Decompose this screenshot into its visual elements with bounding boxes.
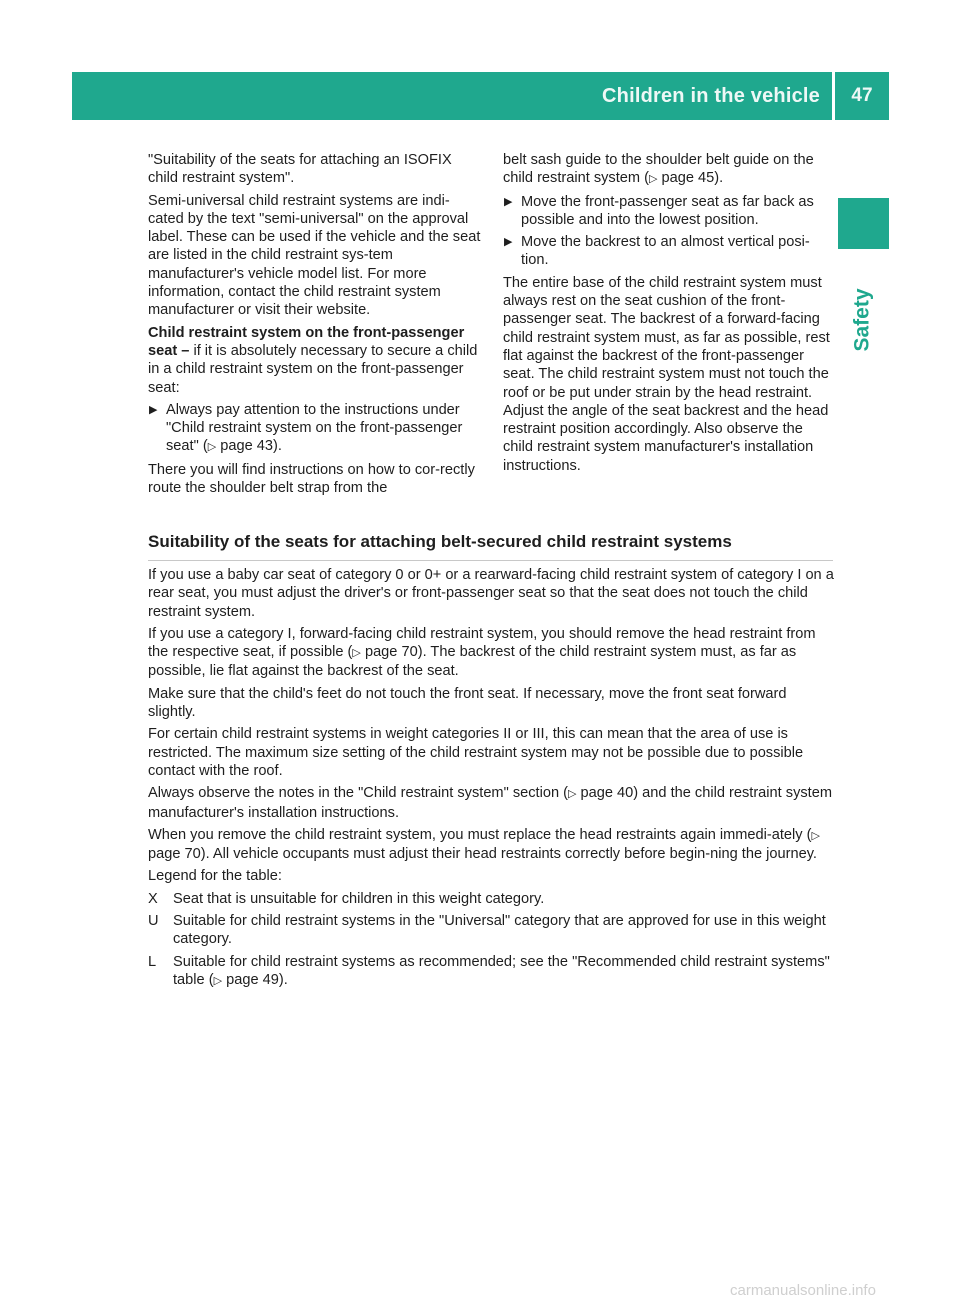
bold-lead: Child restraint system on the front-passenger seat –: [148, 324, 465, 359]
paragraph: For certain child restraint systems in weight categories II or III, this can mean that the area of use is restricted. The maximum size setting of the child restraint system may not be possible due to possible contact with the roof.: [148, 726, 804, 779]
side-tab-label: Safety: [851, 288, 874, 352]
arrow-right-icon: ▶: [504, 195, 513, 208]
legend-title: Legend for the table:: [148, 868, 282, 885]
legend-text: Seat that is unsuitable for children in this weight category.: [173, 890, 545, 907]
section-body: [148, 566, 834, 994]
legend-item: [148, 953, 834, 991]
step-text: Always pay attention to the instructions under "Child restraint system on the front-passenger seat" (: [166, 401, 463, 455]
page-link[interactable]: page 70). The backrest of the child restraint system must, as far as possible, lie flat against the backrest of the seat.: [148, 644, 797, 680]
paragraph-text: When you remove the child restraint system, you must replace the head restraints again immedi-ately (: [148, 826, 812, 843]
page-link[interactable]: page 70). All vehicle occupants must adjust their head restraints correctly before begin-ning the journey.: [148, 846, 817, 863]
paragraph: "Suitability of the seats for attaching an ISOFIX child restraint system".: [148, 152, 452, 187]
left-column: [148, 151, 482, 501]
legend-item: [148, 912, 834, 949]
legend-item: [148, 890, 834, 908]
page-link[interactable]: page 45).: [661, 170, 724, 187]
watermark[interactable]: carmanualsonline.info: [730, 1282, 876, 1299]
instruction-step: [148, 401, 482, 457]
instruction-step: [503, 233, 836, 270]
paragraph: [148, 625, 834, 681]
page-reference-icon: ▷: [207, 441, 217, 454]
step-note: There you will find instructions on how to cor-rectly route the shoulder belt strap from the: [148, 461, 475, 497]
legend-key: U: [148, 913, 159, 930]
instruction-step: [503, 193, 836, 230]
paragraph: [148, 784, 834, 822]
paragraph-text: If you use a category I, forward-facing child restraint system, you should remove the head restraint from the respective seat, if possible (: [148, 625, 816, 661]
page-link[interactable]: page 40) and the child restraint system manufacturer's installation instructions.: [148, 785, 832, 821]
paragraph: [148, 826, 834, 864]
paragraph: Make sure that the child's feet do not touch the front seat. If necessary, move the front seat forward slightly.: [148, 685, 787, 721]
arrow-right-icon: ▶: [149, 403, 158, 416]
step-text: Move the front-passenger seat as far back as possible and into the lowest position.: [521, 193, 814, 228]
paragraph: [148, 324, 482, 397]
step-note-continued: [503, 151, 836, 189]
legend-text: Suitable for child restraint systems in the "Universal" category that are approved for use in this weight category.: [173, 913, 826, 948]
header-bar: [72, 72, 889, 120]
paragraph-text: if it is absolutely necessary to secure a child in a child restraint system on the front-passenger seat:: [148, 342, 478, 396]
page-reference-icon: ▷: [811, 829, 820, 842]
right-column: [503, 151, 836, 479]
page-link[interactable]: page 49).: [226, 971, 288, 988]
page-reference-icon: ▷: [567, 788, 577, 801]
page-reference-icon: ▷: [213, 974, 223, 987]
page-number: 47: [851, 85, 873, 106]
page-reference-icon: ▷: [352, 647, 361, 660]
step-note: The entire base of the child restraint system must always rest on the seat cushion of the front-passenger seat. The backrest of a forward-facing child restraint system must, as far as possible, rest flat against the backrest of the front-passenger seat. The child restraint system must not touch the roof or be put under strain by the head restraint. Adjust the angle of the seat backrest and the head restraint position accordingly. Also observe the child restraint system manufacturer's installation instructions.: [503, 274, 830, 474]
side-tab: [846, 290, 880, 350]
step-text: Move the backrest to an almost vertical posi-tion.: [521, 234, 810, 269]
arrow-right-icon: ▶: [504, 236, 513, 249]
side-tab-marker: [838, 198, 889, 249]
legend-text-part: Suitable for child restraint systems as recommended; see the "Recommended child restraint systems" table (: [173, 953, 830, 988]
chapter-title: Children in the vehicle: [602, 84, 820, 107]
legend-key: X: [148, 890, 158, 907]
legend-key: L: [148, 953, 157, 970]
section-heading: Suitability of the seats for attaching belt-secured child restraint systems: [148, 532, 833, 561]
page-reference-icon: ▷: [648, 173, 658, 186]
legend-text: [173, 953, 834, 991]
paragraph: If you use a baby car seat of category 0 or 0+ or a rearward-facing child restraint system of category I on a rear seat, you must adjust the driver's or front-passenger seat so that the seat does not touch the child restraint system.: [148, 567, 834, 620]
paragraph-text: Always observe the notes in the "Child restraint system" section (: [148, 785, 568, 802]
note-text: belt sash guide to the shoulder belt guide on the child restraint system (: [503, 152, 814, 187]
paragraph: Semi-universal child restraint systems are indi-cated by the text "semi-universal" on the approval label. These can be used if the vehicle and the seat are listed in the child restraint sys-tem manufacturer's vehicle model list. For more information, contact the child restraint system manufacturer or visit their website.: [148, 192, 481, 319]
page-link[interactable]: page 43).: [220, 438, 282, 455]
